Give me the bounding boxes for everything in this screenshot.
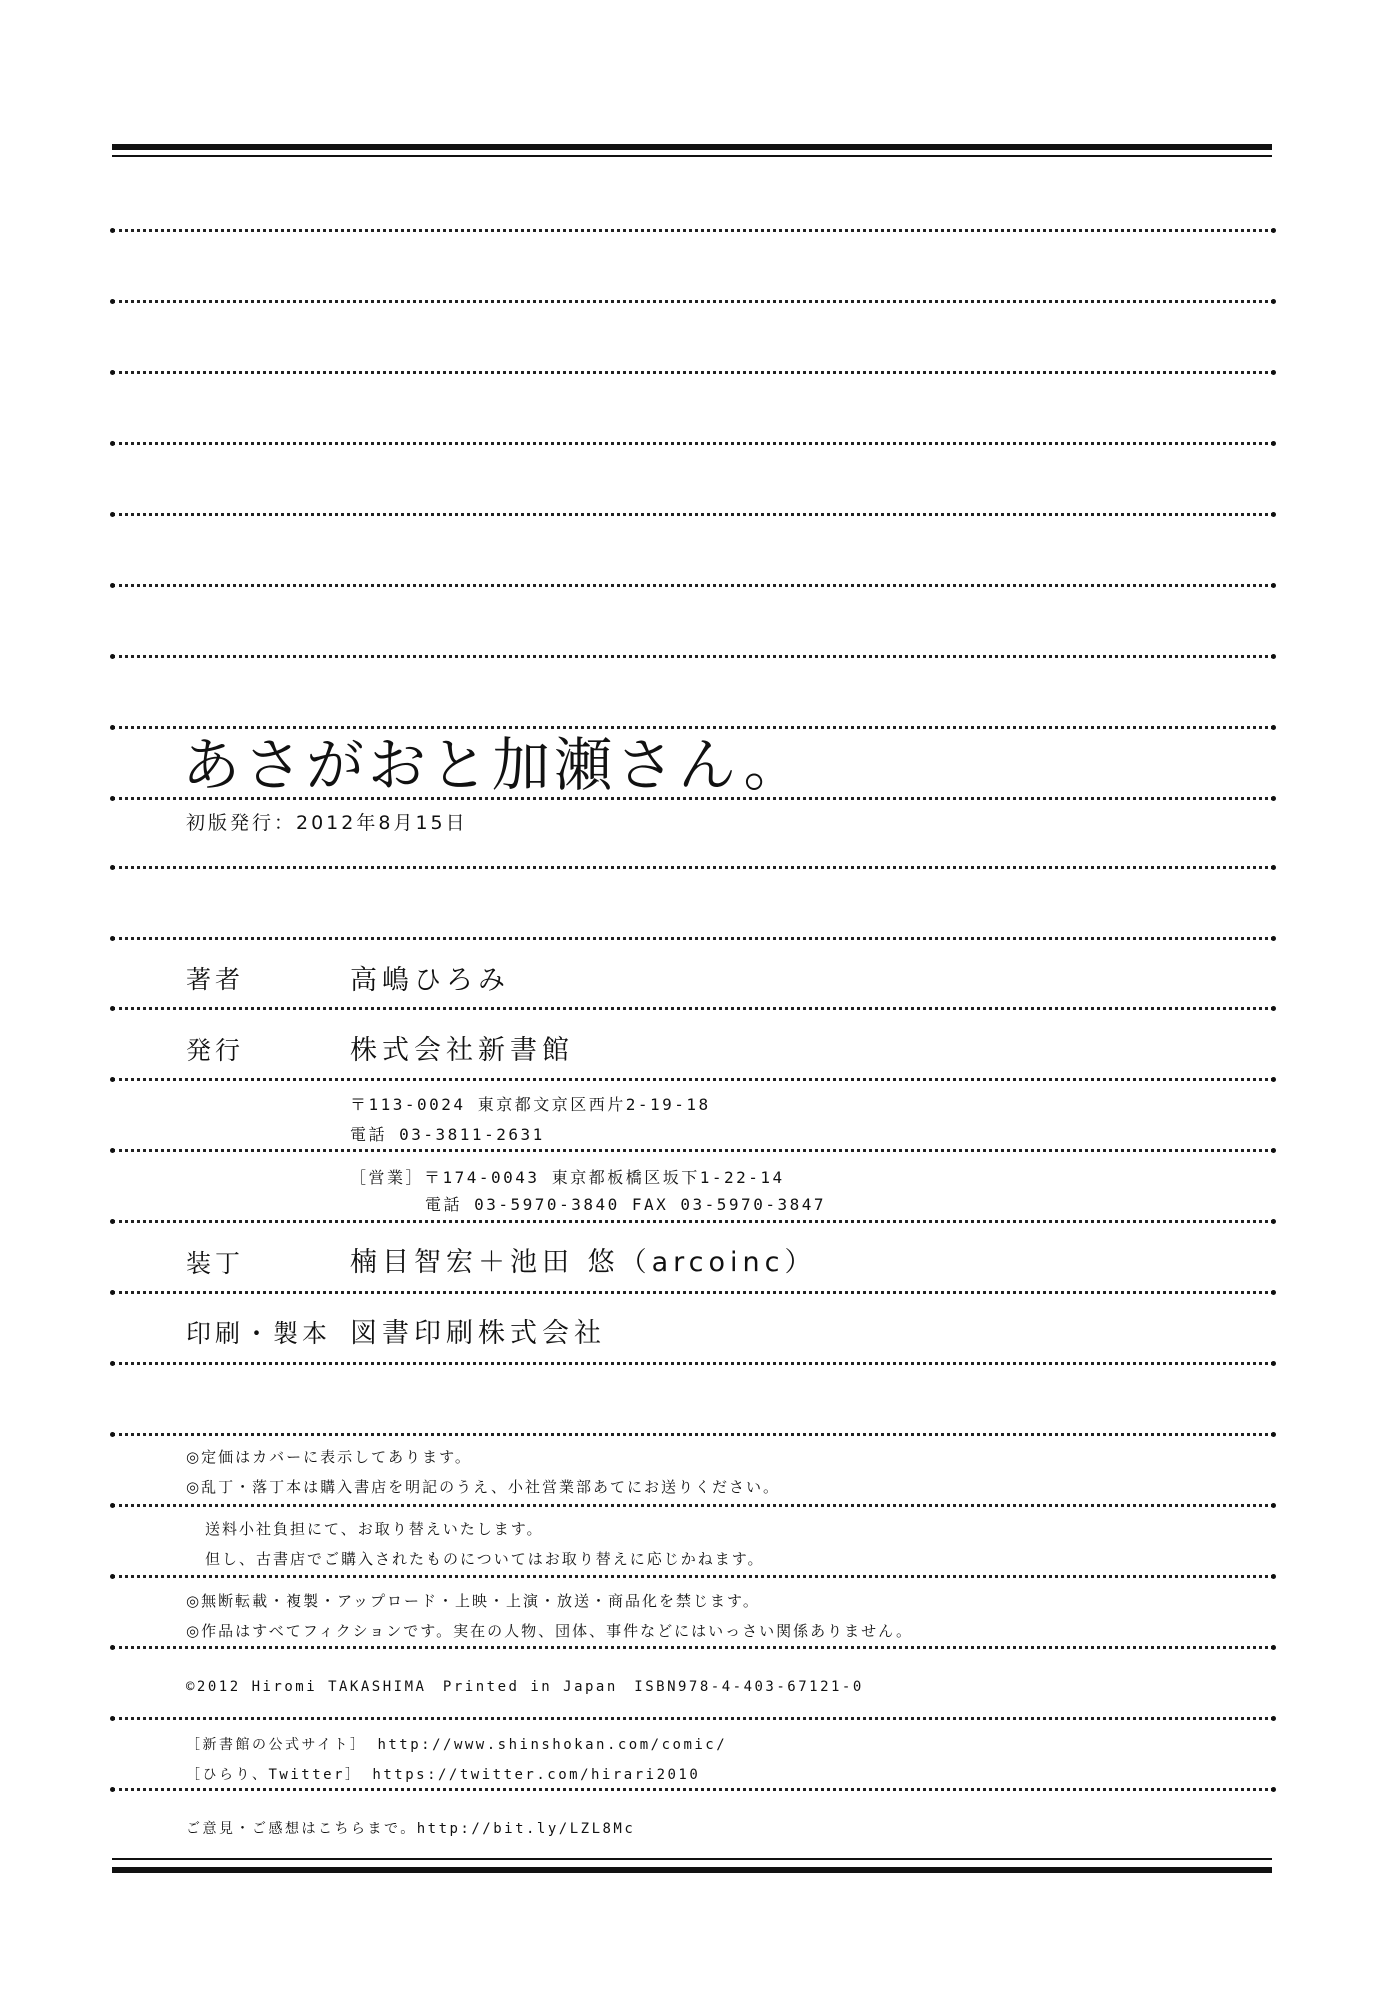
ruled-line [112, 797, 1274, 800]
sales-address: ［営業］〒174-0043 東京都板橋区坂下1-22-14 [350, 1168, 785, 1187]
ruled-line [112, 371, 1274, 374]
design-credit: 楠目智宏＋池田 悠（arcoinc） [350, 1247, 817, 1278]
ruled-line [112, 1646, 1274, 1649]
note-shipping: 送料小社負担にて、お取り替えいたします。 [205, 1520, 544, 1538]
ruled-line [112, 584, 1274, 587]
sales-phone: 電話 03-5970-3840 FAX 03-5970-3847 [425, 1195, 826, 1214]
ruled-line [112, 1078, 1274, 1081]
top-rule-thick [112, 144, 1272, 150]
note-price: ◎定価はカバーに表示してあります。 [186, 1448, 472, 1466]
ruled-line [112, 937, 1274, 940]
note-reproduction: ◎無断転載・複製・アップロード・上映・上演・放送・商品化を禁じます。 [186, 1592, 760, 1610]
ruled-line [112, 655, 1274, 658]
ruled-line [112, 1788, 1274, 1791]
copyright-line: ©2012 Hiromi TAKASHIMA Printed in Japan ISBN978-4-403-67121-0 [186, 1679, 864, 1695]
ruled-line [112, 1575, 1274, 1578]
feedback-link[interactable]: ご意見・ご感想はこちらまで。http://bit.ly/LZL8Mc [186, 1821, 636, 1837]
twitter-link[interactable]: ［ひらり、Twitter］ https://twitter.com/hirari2010 [186, 1767, 701, 1783]
ruled-line [112, 1291, 1274, 1294]
publisher-phone: 電話 03-3811-2631 [350, 1125, 545, 1144]
ruled-line [112, 513, 1274, 516]
ruled-line [112, 1149, 1274, 1152]
ruled-line [112, 442, 1274, 445]
ruled-line [112, 1717, 1274, 1720]
author-name: 高嶋ひろみ [350, 965, 510, 996]
note-fiction: ◎作品はすべてフィクションです。実在の人物、団体、事件などにはいっさい関係ありません。 [186, 1622, 913, 1640]
ruled-line [112, 1220, 1274, 1223]
note-defective: ◎乱丁・落丁本は購入書店を明記のうえ、小社営業部あてにお送りください。 [186, 1478, 780, 1496]
ruled-line [112, 1504, 1274, 1507]
ruled-line [112, 1433, 1274, 1436]
ruled-line [112, 229, 1274, 232]
bottom-rule-thick [112, 1867, 1272, 1873]
design-label: 装丁 [186, 1249, 245, 1278]
first-edition-date: 初版発行：2012年8月15日 [186, 812, 468, 834]
bottom-rule-thin [112, 1858, 1272, 1860]
ruled-line [112, 300, 1274, 303]
top-rule-thin [112, 155, 1272, 157]
ruled-line [112, 1007, 1274, 1010]
ruled-line [112, 1362, 1274, 1365]
note-used-books: 但し、古書店でご購入されたものについてはお取り替えに応じかねます。 [205, 1550, 765, 1568]
official-site-link[interactable]: ［新書館の公式サイト］ http://www.shinshokan.com/comic/ [186, 1737, 728, 1753]
author-label: 著者 [186, 965, 245, 994]
printing-company: 図書印刷株式会社 [350, 1318, 606, 1349]
publisher-name: 株式会社新書館 [350, 1035, 574, 1066]
book-title: あさがおと加瀬さん。 [182, 731, 806, 799]
publisher-address: 〒113-0024 東京都文京区西片2-19-18 [350, 1095, 711, 1114]
ruled-line [112, 866, 1274, 869]
publisher-label: 発行 [186, 1036, 245, 1065]
printing-label: 印刷・製本 [186, 1319, 332, 1348]
